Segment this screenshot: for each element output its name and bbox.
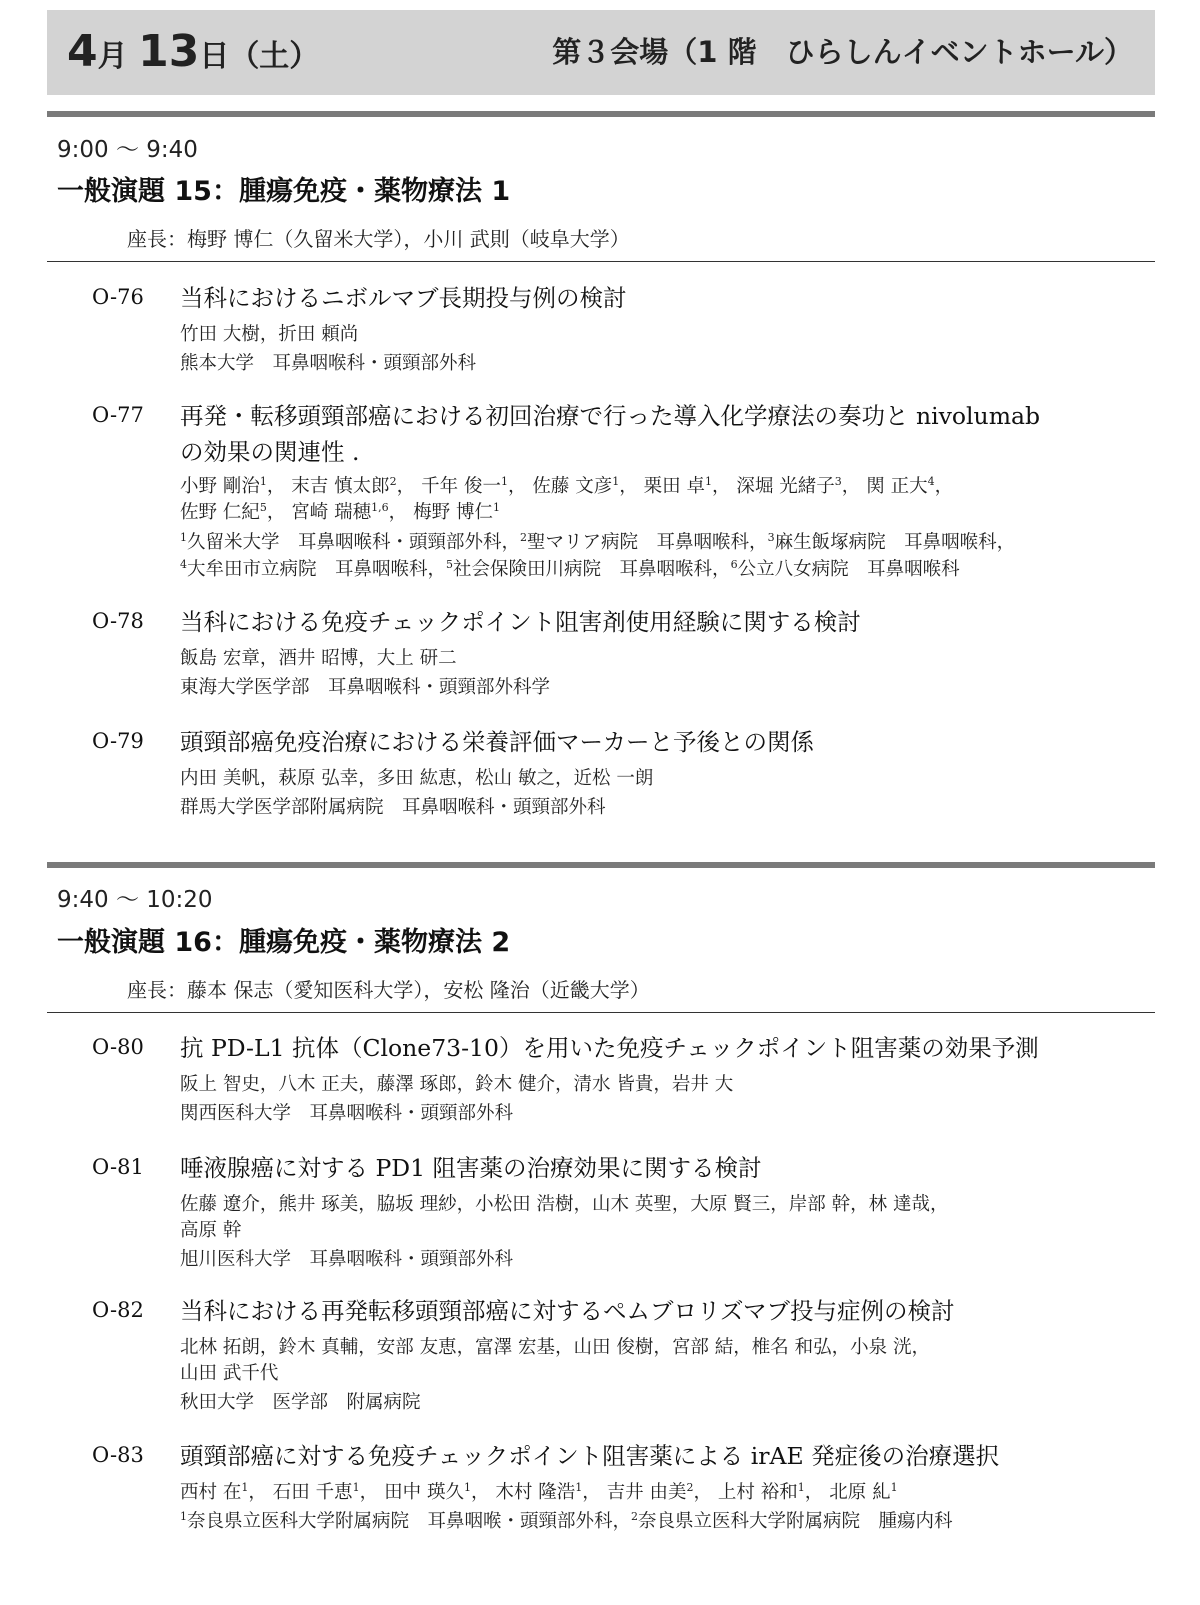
venue-heading: 第３会場（1 階 ひらしんイベントホール） (552, 35, 1133, 69)
date-heading (67, 18, 319, 91)
affiliation: 麻生飯塚病院 耳鼻咽喉科 (774, 532, 997, 553)
author-sup: 1 (463, 1480, 471, 1494)
presentation-affiliations-line2: $^4$大牟田市立病院 耳鼻咽喉科，$^5$社会保険田川病院 耳鼻咽喉科，$^6$公立八女病院 耳鼻咽喉科 (180, 557, 960, 580)
presentation-title (180, 398, 1140, 470)
presentation-number: O-82 (92, 1298, 144, 1322)
author: 佐藤 文彦 (532, 476, 613, 497)
session-rule (47, 1012, 1155, 1013)
presentation-authors-line1: 佐藤 遼介，熊井 琢美，脇坂 理紗，小松田 浩樹，山木 英聖，大原 賢三，岸部 幹，林 達哉， (180, 1194, 949, 1215)
presentation-number: O-79 (92, 729, 144, 753)
author-sup: 3 (834, 474, 842, 488)
affiliation: 久留米大学 耳鼻咽喉科・頭頸部外科 (187, 532, 502, 553)
author: 田中 瑛久 (384, 1482, 464, 1503)
date-day-unit: 日 (199, 39, 230, 74)
author: 関 正大 (866, 476, 928, 497)
affil-sup: 2 (631, 1509, 639, 1523)
presentation-number: O-80 (92, 1035, 144, 1059)
session-chairs: 座長：藤本 保志（愛知医科大学），安松 隆治（近畿大学） (127, 978, 650, 1002)
affiliation: 公立八女病院 耳鼻咽喉科 (737, 559, 960, 580)
affiliation: 奈良県立医科大学附属病院 耳鼻咽喉・頭頸部外科 (187, 1511, 613, 1532)
presentation-authors-line1: 小野 剛治$^1$， 末吉 慎太郎$^2$， 千年 俊一$^1$， 佐藤 文彦$^1$， 栗田 卓$^1$， 深堀 光緒子$^3$， 関 正大$^4$， (180, 474, 954, 497)
presentation-authors: 飯島 宏章，酒井 昭博，大上 研二 (180, 648, 457, 669)
presentation-authors: 西村 在$^1$， 石田 千恵$^1$， 田中 瑛久$^1$， 木村 隆浩$^1$， 吉井 由美$^2$， 上村 裕和$^1$， 北原 糺$^1$ (180, 1480, 898, 1503)
presentation-number: O-77 (92, 403, 144, 427)
header-bar (47, 10, 1155, 95)
author: 小野 剛治 (180, 476, 260, 497)
presentation-number: O-81 (92, 1155, 144, 1179)
section-divider (47, 862, 1155, 868)
presentation-title: 抗 PD-L1 抗体（Clone73-10）を用いた免疫チェックポイント阻害薬の効果予測 (180, 1034, 1039, 1062)
presentation-title: 当科における再発転移頭頸部癌に対するペムブロリズマブ投与症例の検討 (180, 1297, 955, 1325)
presentation-affiliations: 東海大学医学部 耳鼻咽喉科・頭頸部外科学 (180, 677, 551, 698)
affiliation: 社会保険田川病院 耳鼻咽喉科 (453, 559, 713, 580)
date-weekday: （土） (229, 39, 320, 74)
affiliation: 聖マリア病院 耳鼻咽喉科 (527, 532, 750, 553)
presentation-title-line2: の効果の関連性 . (180, 438, 360, 466)
presentation-number: O-76 (92, 285, 144, 309)
author-sup: 1 (612, 474, 620, 488)
presentation-title: 頭頸部癌に対する免疫チェックポイント阻害薬による irAE 発症後の治療選択 (180, 1442, 1000, 1470)
author: 木村 隆浩 (495, 1482, 576, 1503)
presentation-authors: 内田 美帆，萩原 弘幸，多田 紘恵，松山 敏之，近松 一朗 (180, 768, 654, 789)
affil-sup: 4 (180, 557, 187, 571)
presentation-title: 唾液腺癌に対する PD1 阻害薬の治療効果に関する検討 (180, 1154, 762, 1182)
session-title: 一般演題 15：腫瘍免疫・薬物療法 1 (57, 176, 511, 207)
author: 北原 糺 (829, 1482, 891, 1503)
author: 上村 裕和 (717, 1482, 798, 1503)
session-chairs: 座長：梅野 博仁（久留米大学），小川 武則（岐阜大学） (127, 227, 630, 251)
author: 吉井 由美 (606, 1482, 687, 1503)
author-sup: 1 (492, 500, 500, 514)
author-sup: 2 (389, 474, 397, 488)
presentation-authors-line2: 高原 幹 (180, 1220, 242, 1241)
affil-sup: 1 (180, 1509, 187, 1523)
author-sup: 5 (259, 500, 267, 514)
presentation-title: 当科における免疫チェックポイント阻害剤使用経験に関する検討 (180, 608, 861, 636)
author: 石田 千恵 (272, 1482, 353, 1503)
session-title: 一般演題 16：腫瘍免疫・薬物療法 2 (57, 927, 511, 958)
presentation-affiliations: 熊本大学 耳鼻咽喉科・頭頸部外科 (180, 353, 477, 374)
author-sup: 1 (241, 1480, 249, 1494)
author-sup: 2 (686, 1480, 694, 1494)
affiliation: 奈良県立医科大学附属病院 腫瘍内科 (638, 1511, 953, 1532)
author: 梅野 博仁 (413, 502, 493, 523)
presentation-number: O-83 (92, 1443, 144, 1467)
author: 栗田 卓 (643, 476, 706, 497)
affil-sup: 2 (520, 530, 528, 544)
session-time: 9:00 ～ 9:40 (57, 137, 198, 163)
affil-sup: 5 (446, 557, 454, 571)
session-time: 9:40 ～ 10:20 (57, 887, 213, 913)
presentation-title: 当科におけるニボルマブ長期投与例の検討 (180, 284, 627, 312)
section-divider (47, 111, 1155, 117)
presentation-affiliations: 群馬大学医学部附属病院 耳鼻咽喉科・頭頸部外科 (180, 797, 606, 818)
author: 千年 俊一 (421, 476, 501, 497)
presentation-affiliations-line1: $^1$久留米大学 耳鼻咽喉科・頭頸部外科，$^2$聖マリア病院 耳鼻咽喉科，$^3$麻生飯塚病院 耳鼻咽喉科， (180, 530, 1016, 553)
date-month: 4 (67, 26, 98, 77)
presentation-authors: 阪上 智史，八木 正夫，藤澤 琢郎，鈴木 健介，清水 皆貴，岩井 大 (180, 1074, 734, 1095)
author: 深堀 光緒子 (736, 476, 835, 497)
presentation-authors-line2: 山田 武千代 (180, 1363, 279, 1384)
date-month-unit: 月 (97, 39, 128, 74)
presentation-affiliations: 旭川医科大学 耳鼻咽喉科・頭頸部外科 (180, 1249, 514, 1270)
author-sup: 1 (259, 474, 267, 488)
presentation-authors-line1: 北林 拓朗，鈴木 真輔，安部 友恵，富澤 宏基，山田 俊樹，宮部 結，椎名 和弘，小泉 洸， (180, 1337, 931, 1358)
presentation-affiliations: 関西医科大学 耳鼻咽喉科・頭頸部外科 (180, 1103, 514, 1124)
affil-sup: 6 (730, 557, 738, 571)
presentation-number: O-78 (92, 609, 144, 633)
presentation-affiliations: $^1$奈良県立医科大学附属病院 耳鼻咽喉・頭頸部外科，$^2$奈良県立医科大学附属病院 腫瘍内科 (180, 1509, 953, 1532)
affil-sup: 3 (767, 530, 775, 544)
author: 宮崎 瑞穂 (291, 502, 372, 523)
affil-sup: 1 (180, 530, 187, 544)
session-rule (47, 261, 1155, 262)
presentation-affiliations: 秋田大学 医学部 附属病院 (180, 1392, 421, 1413)
author-sup: 1 (352, 1480, 360, 1494)
date-day: 13 (138, 26, 200, 77)
affiliation: 大牟田市立病院 耳鼻咽喉科 (187, 559, 428, 580)
presentation-title-line1: 再発・転移頭頸部癌における初回治療で行った導入化学療法の奏功と nivolumab (180, 402, 1041, 430)
presentation-authors-line2: 佐野 仁紀$^5$， 宮崎 瑞穂$^{1,6}$， 梅野 博仁$^1$ (180, 500, 500, 523)
presentation-authors: 竹田 大樹，折田 頼尚 (180, 324, 359, 345)
author: 西村 在 (180, 1482, 242, 1503)
author-sup: 1 (500, 474, 508, 488)
author-sup: 1 (797, 1480, 805, 1494)
presentation-title: 頭頸部癌免疫治療における栄養評価マーカーと予後との関係 (180, 728, 815, 756)
author: 佐野 仁紀 (180, 502, 260, 523)
author-sup: 1,6 (371, 500, 389, 514)
author: 末吉 慎太郎 (291, 476, 390, 497)
author-sup: 1 (575, 1480, 583, 1494)
author-sup: 1 (705, 474, 713, 488)
author-sup: 4 (927, 474, 935, 488)
author-sup: 1 (890, 1480, 898, 1494)
